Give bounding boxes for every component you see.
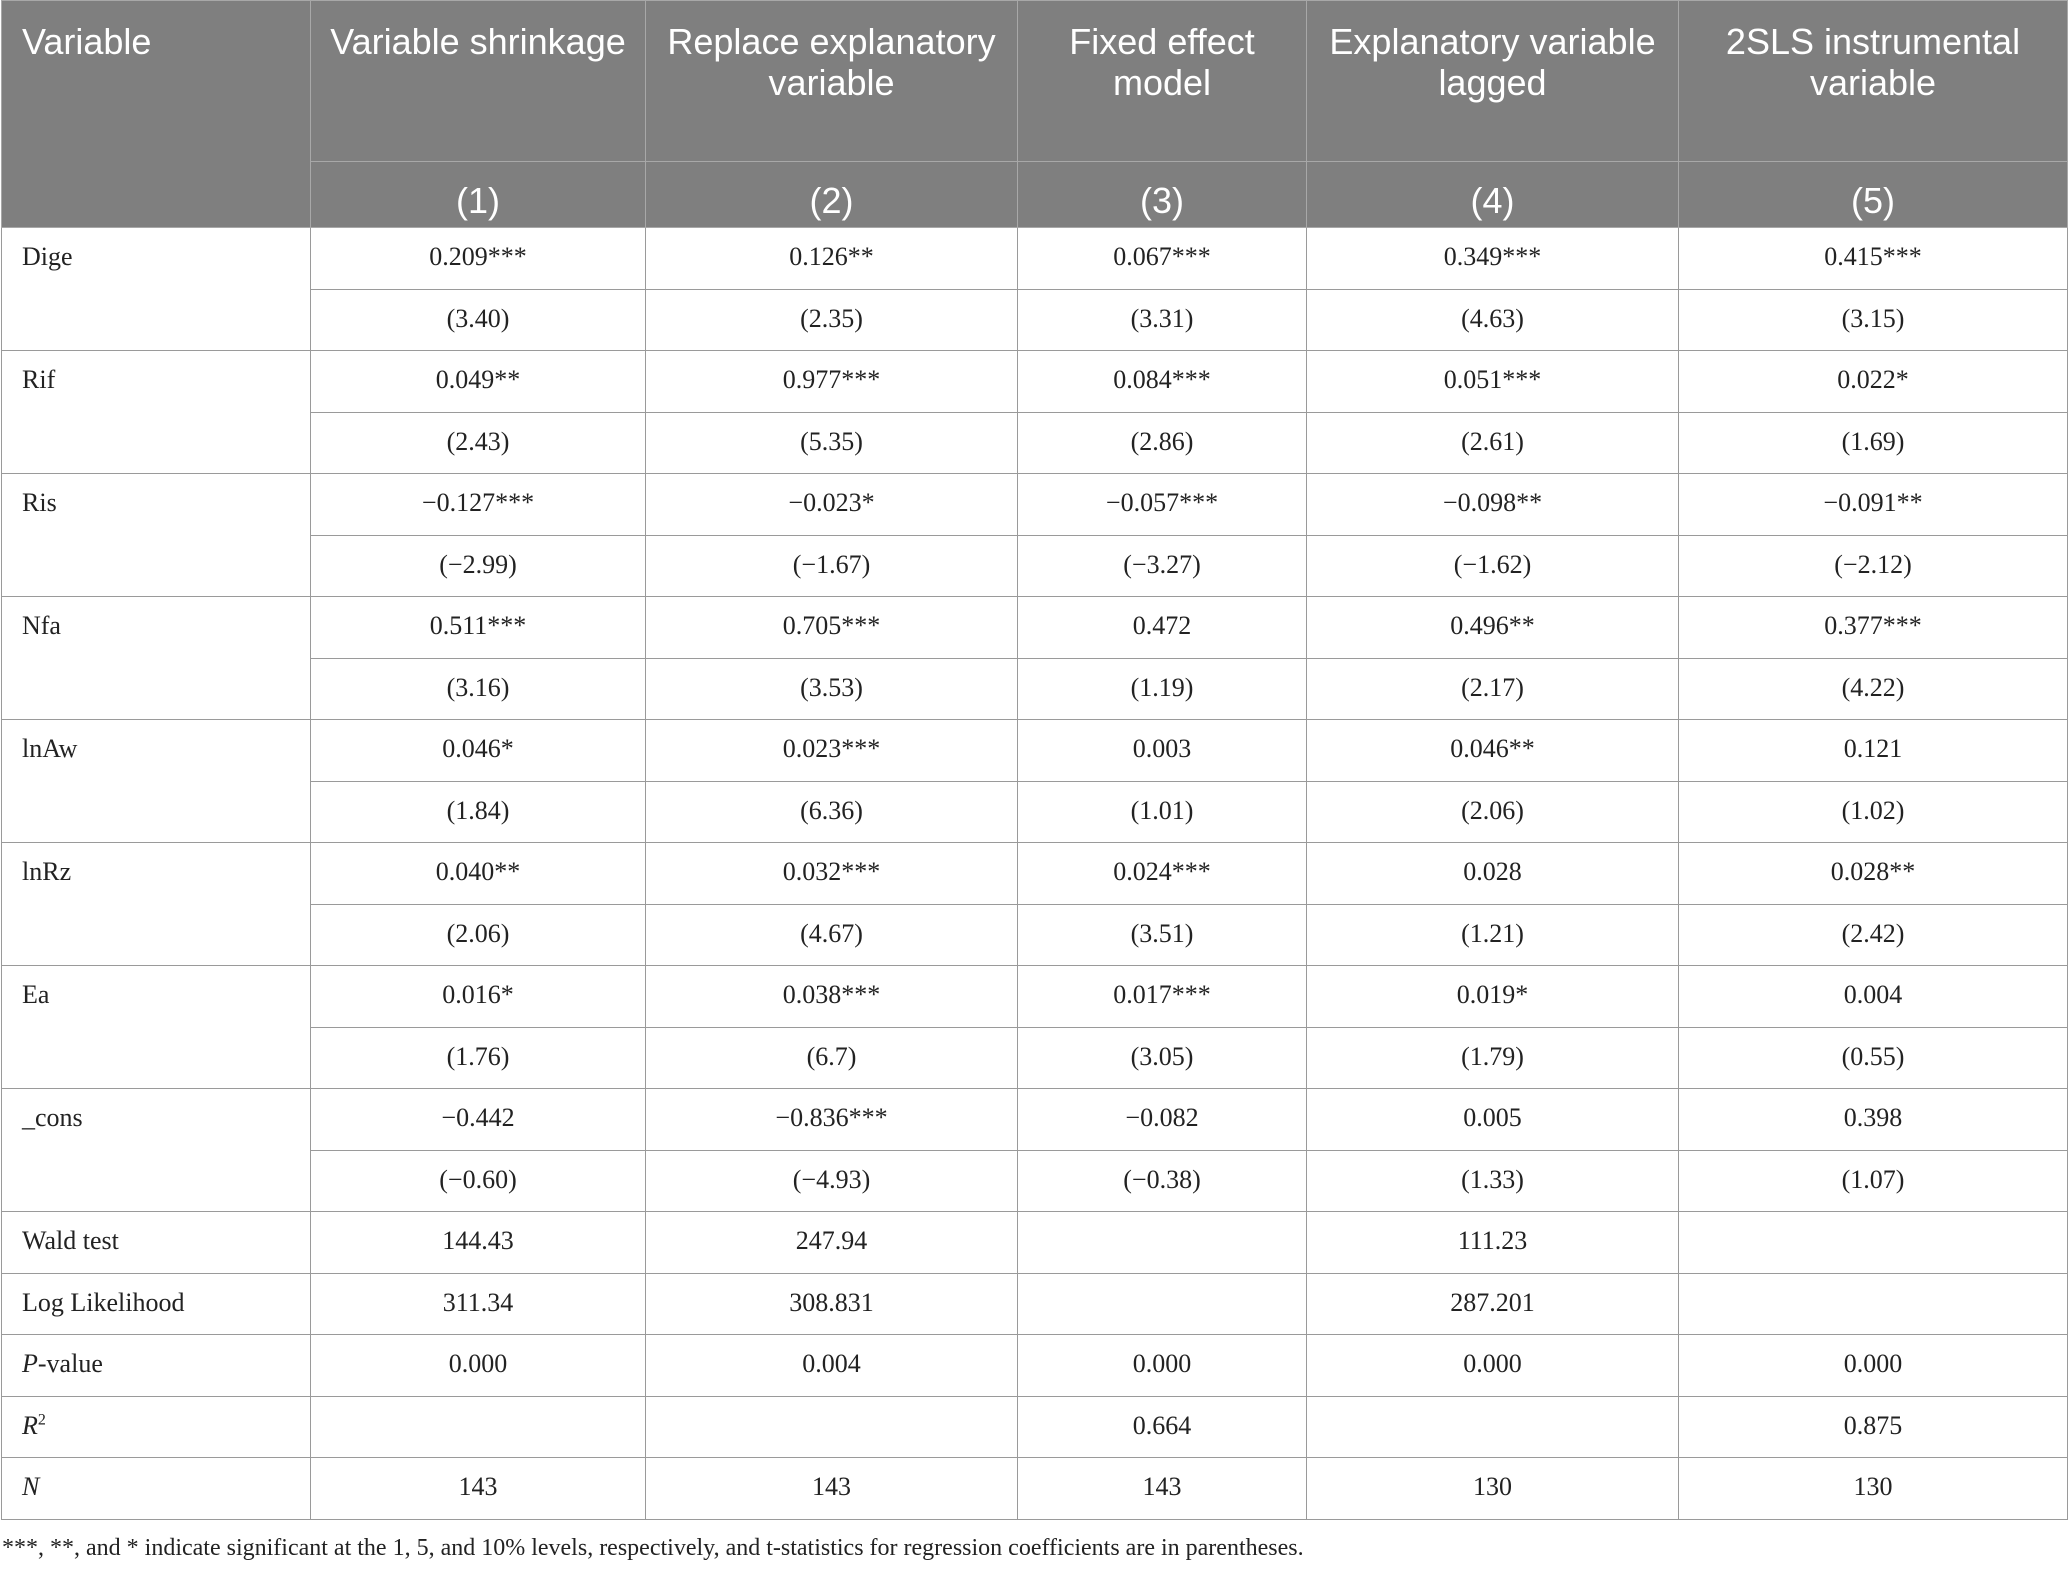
row-variable-name: lnAw xyxy=(2,720,311,843)
coef-cell: 0.028** xyxy=(1679,843,2068,905)
coef-cell: −0.091** xyxy=(1679,474,2068,536)
row-stat-name: Log Likelihood xyxy=(2,1273,311,1335)
t-stat-cell: (3.40) xyxy=(311,289,646,351)
t-stat-cell: (−3.27) xyxy=(1018,535,1307,597)
coef-cell: 0.377*** xyxy=(1679,597,2068,659)
row-stat-name xyxy=(2,1335,311,1397)
t-stat-cell: (3.16) xyxy=(311,658,646,720)
stat-value-cell: 143 xyxy=(311,1458,646,1520)
stat-value-cell: 143 xyxy=(1018,1458,1307,1520)
stat-value-cell: 311.34 xyxy=(311,1273,646,1335)
coef-cell: 0.024*** xyxy=(1018,843,1307,905)
row-stat-name xyxy=(2,1458,311,1520)
coef-cell: 0.023*** xyxy=(646,720,1018,782)
stat-value-cell: 111.23 xyxy=(1307,1212,1679,1274)
table-row-coef xyxy=(2,843,2068,905)
t-stat-cell: (2.42) xyxy=(1679,904,2068,966)
t-stat-cell: (1.19) xyxy=(1018,658,1307,720)
t-stat-cell: (1.07) xyxy=(1679,1150,2068,1212)
t-stat-cell: (−4.93) xyxy=(646,1150,1018,1212)
row-variable-name: Ea xyxy=(2,966,311,1089)
table-row-tstat xyxy=(2,412,2068,474)
t-stat-cell: (4.22) xyxy=(1679,658,2068,720)
table-row-tstat xyxy=(2,1027,2068,1089)
stat-value-cell: 0.875 xyxy=(1679,1396,2068,1458)
t-stat-cell: (2.06) xyxy=(1307,781,1679,843)
coef-cell: 0.084*** xyxy=(1018,351,1307,413)
coef-cell: 0.049** xyxy=(311,351,646,413)
stat-value-cell xyxy=(1679,1212,2068,1274)
t-stat-cell: (1.21) xyxy=(1307,904,1679,966)
t-stat-cell: (−1.67) xyxy=(646,535,1018,597)
table-row-coef xyxy=(2,720,2068,782)
header-col-2-num: (2) xyxy=(646,162,1018,228)
t-stat-cell: (3.31) xyxy=(1018,289,1307,351)
table-row-stat xyxy=(2,1458,2068,1520)
coef-cell: 0.040** xyxy=(311,843,646,905)
coef-cell: 0.032*** xyxy=(646,843,1018,905)
row-variable-name: Rif xyxy=(2,351,311,474)
t-stat-cell: (2.06) xyxy=(311,904,646,966)
coef-cell: −0.127*** xyxy=(311,474,646,536)
stat-name-italic: P xyxy=(22,1349,38,1378)
coef-cell: 0.472 xyxy=(1018,597,1307,659)
coef-cell: 0.349*** xyxy=(1307,228,1679,290)
header-col-1-title: Variable shrinkage xyxy=(311,1,646,162)
t-stat-cell: (6.7) xyxy=(646,1027,1018,1089)
coef-cell: 0.019* xyxy=(1307,966,1679,1028)
stat-value-cell: 130 xyxy=(1679,1458,2068,1520)
coef-cell: −0.023* xyxy=(646,474,1018,536)
stat-value-cell: 287.201 xyxy=(1307,1273,1679,1335)
coef-cell: −0.098** xyxy=(1307,474,1679,536)
t-stat-cell: (1.01) xyxy=(1018,781,1307,843)
table-row-tstat xyxy=(2,658,2068,720)
stat-value-cell: 0.000 xyxy=(1307,1335,1679,1397)
stat-value-cell xyxy=(1018,1212,1307,1274)
stat-value-cell: 0.664 xyxy=(1018,1396,1307,1458)
coef-cell: 0.209*** xyxy=(311,228,646,290)
coef-cell: 0.046** xyxy=(1307,720,1679,782)
coef-cell: 0.016* xyxy=(311,966,646,1028)
t-stat-cell: (1.76) xyxy=(311,1027,646,1089)
stat-name-italic: R xyxy=(22,1410,38,1440)
stat-value-cell xyxy=(1307,1396,1679,1458)
t-stat-cell: (1.79) xyxy=(1307,1027,1679,1089)
row-variable-name: Ris xyxy=(2,474,311,597)
t-stat-cell: (0.55) xyxy=(1679,1027,2068,1089)
t-stat-cell: (−1.62) xyxy=(1307,535,1679,597)
table-row-tstat xyxy=(2,781,2068,843)
coef-cell: −0.057*** xyxy=(1018,474,1307,536)
table-body xyxy=(2,228,2068,1520)
row-variable-name: Dige xyxy=(2,228,311,351)
row-variable-name: Nfa xyxy=(2,597,311,720)
t-stat-cell: (4.67) xyxy=(646,904,1018,966)
stat-value-cell: 143 xyxy=(646,1458,1018,1520)
coef-cell: 0.511*** xyxy=(311,597,646,659)
t-stat-cell: (3.05) xyxy=(1018,1027,1307,1089)
row-stat-name: Wald test xyxy=(2,1212,311,1274)
header-col-1-num: (1) xyxy=(311,162,646,228)
t-stat-cell: (2.86) xyxy=(1018,412,1307,474)
stat-value-cell xyxy=(646,1396,1018,1458)
table-footnote: ***, **, and * indicate significant at the 1, 5, and 10% levels, respectively, and t-statistics for regression coefficients are in parentheses. xyxy=(2,1535,1304,1561)
stat-value-cell xyxy=(1018,1273,1307,1335)
header-row-titles xyxy=(2,1,2068,162)
coef-cell: 0.051*** xyxy=(1307,351,1679,413)
stat-name-italic: N xyxy=(22,1472,40,1501)
stat-name-superscript: 2 xyxy=(37,1410,46,1428)
stat-value-cell: 308.831 xyxy=(646,1273,1018,1335)
t-stat-cell: (1.33) xyxy=(1307,1150,1679,1212)
table-row-coef xyxy=(2,474,2068,536)
coef-cell: 0.496** xyxy=(1307,597,1679,659)
table-row-stat xyxy=(2,1273,2068,1335)
table-row-tstat xyxy=(2,289,2068,351)
stat-value-cell: 247.94 xyxy=(646,1212,1018,1274)
coef-cell: 0.038*** xyxy=(646,966,1018,1028)
table-row-coef xyxy=(2,351,2068,413)
coef-cell: 0.003 xyxy=(1018,720,1307,782)
table-header xyxy=(2,1,2068,228)
stat-value-cell xyxy=(1679,1273,2068,1335)
stat-value-cell: 0.004 xyxy=(646,1335,1018,1397)
table-row-tstat xyxy=(2,535,2068,597)
t-stat-cell: (−0.60) xyxy=(311,1150,646,1212)
table-row-stat xyxy=(2,1396,2068,1458)
t-stat-cell: (2.17) xyxy=(1307,658,1679,720)
t-stat-cell: (6.36) xyxy=(646,781,1018,843)
table-row-coef xyxy=(2,228,2068,290)
t-stat-cell: (2.43) xyxy=(311,412,646,474)
header-col-5-title: 2SLS instrumental variable xyxy=(1679,1,2068,162)
coef-cell: 0.126** xyxy=(646,228,1018,290)
t-stat-cell: (−2.99) xyxy=(311,535,646,597)
t-stat-cell: (−2.12) xyxy=(1679,535,2068,597)
stat-value-cell xyxy=(311,1396,646,1458)
header-col-3-num: (3) xyxy=(1018,162,1307,228)
table-row-tstat xyxy=(2,904,2068,966)
coef-cell: −0.082 xyxy=(1018,1089,1307,1151)
stat-name-rest: -value xyxy=(37,1349,103,1378)
table-row-coef xyxy=(2,966,2068,1028)
table-row-tstat xyxy=(2,1150,2068,1212)
coef-cell: 0.398 xyxy=(1679,1089,2068,1151)
table-row-stat xyxy=(2,1212,2068,1274)
header-col-2-title: Replace explanatory variable xyxy=(646,1,1018,162)
stat-value-cell: 130 xyxy=(1307,1458,1679,1520)
coef-cell: 0.004 xyxy=(1679,966,2068,1028)
regression-table xyxy=(1,0,2068,1520)
t-stat-cell: (3.53) xyxy=(646,658,1018,720)
coef-cell: 0.977*** xyxy=(646,351,1018,413)
header-col-3-title: Fixed effect model xyxy=(1018,1,1307,162)
coef-cell: 0.705*** xyxy=(646,597,1018,659)
t-stat-cell: (1.02) xyxy=(1679,781,2068,843)
t-stat-cell: (−0.38) xyxy=(1018,1150,1307,1212)
coef-cell: −0.442 xyxy=(311,1089,646,1151)
table-row-coef xyxy=(2,597,2068,659)
coef-cell: 0.005 xyxy=(1307,1089,1679,1151)
coef-cell: 0.067*** xyxy=(1018,228,1307,290)
coef-cell: 0.121 xyxy=(1679,720,2068,782)
coef-cell: 0.415*** xyxy=(1679,228,2068,290)
table-row-coef xyxy=(2,1089,2068,1151)
stat-value-cell: 144.43 xyxy=(311,1212,646,1274)
stat-value-cell: 0.000 xyxy=(1679,1335,2068,1397)
t-stat-cell: (3.15) xyxy=(1679,289,2068,351)
t-stat-cell: (1.84) xyxy=(311,781,646,843)
row-variable-name: _cons xyxy=(2,1089,311,1212)
header-col-5-num: (5) xyxy=(1679,162,2068,228)
coef-cell: −0.836*** xyxy=(646,1089,1018,1151)
t-stat-cell: (3.51) xyxy=(1018,904,1307,966)
header-row-numbers xyxy=(2,162,2068,228)
t-stat-cell: (4.63) xyxy=(1307,289,1679,351)
t-stat-cell: (2.61) xyxy=(1307,412,1679,474)
header-col-4-num: (4) xyxy=(1307,162,1679,228)
coef-cell: 0.017*** xyxy=(1018,966,1307,1028)
coef-cell: 0.028 xyxy=(1307,843,1679,905)
coef-cell: 0.022* xyxy=(1679,351,2068,413)
t-stat-cell: (5.35) xyxy=(646,412,1018,474)
header-variable: Variable xyxy=(2,1,311,228)
row-variable-name: lnRz xyxy=(2,843,311,966)
t-stat-cell: (2.35) xyxy=(646,289,1018,351)
stat-value-cell: 0.000 xyxy=(1018,1335,1307,1397)
row-stat-name xyxy=(2,1396,311,1458)
stat-value-cell: 0.000 xyxy=(311,1335,646,1397)
header-col-4-title: Explanatory variable lagged xyxy=(1307,1,1679,162)
t-stat-cell: (1.69) xyxy=(1679,412,2068,474)
table-row-stat xyxy=(2,1335,2068,1397)
coef-cell: 0.046* xyxy=(311,720,646,782)
